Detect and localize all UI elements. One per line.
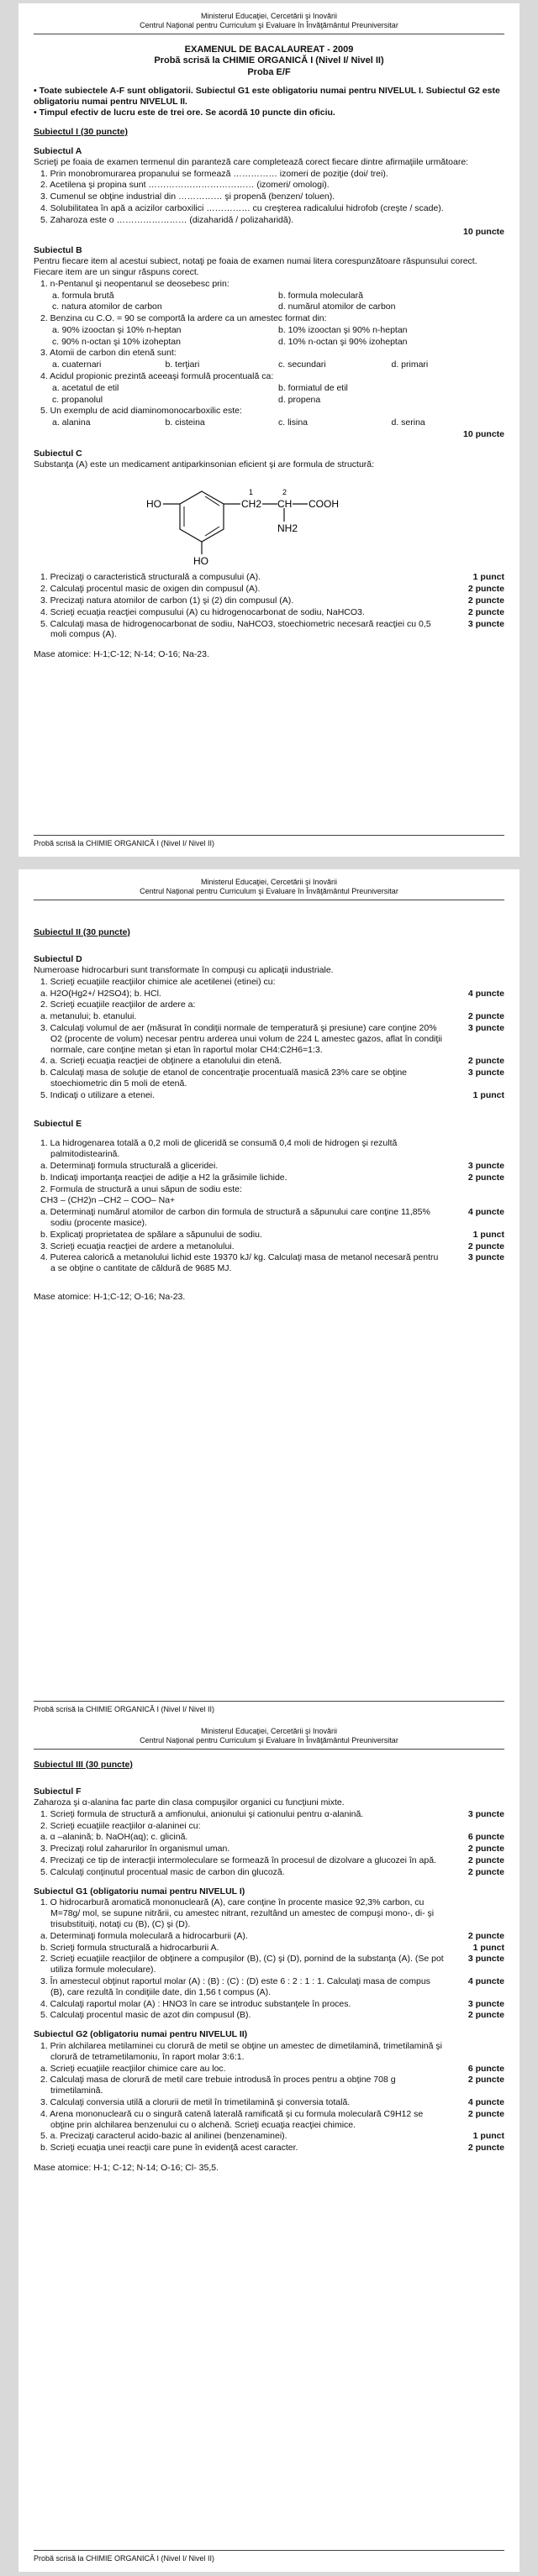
carbon-number: 2 [282, 488, 287, 497]
e-item: b. Indicaţi importanţa reacţiei de adiţie a H2 la grăsimile lichide. 2 puncte [40, 1172, 504, 1183]
ho-label: HO [146, 498, 161, 511]
cooh-label: COOH [309, 498, 339, 511]
c-item: 5. Calculaţi masa de hidrogenocarbonat de sodiu, NaHCO3, stoechiometric necesară reacţiei cu 0,5 moli compus (A). 3 puncte [40, 618, 504, 640]
subiect-G1-title: Subiectul G1 (obligatoriu numai pentru NIVELUL I) [34, 1886, 245, 1897]
atomic-masses: Mase atomice: H-1; C-12; N-14; O-16; Cl- 35,5. [34, 2163, 219, 2173]
f-item: 2. Scrieţi ecuaţiile reacţiilor α-alaninei cu: [40, 1820, 201, 1831]
subiect-B-title: Subiectul B [34, 245, 82, 256]
c-item: 3. Precizaţi natura atomilor de carbon (1) şi (2) din compusul (A). 2 puncte [40, 595, 504, 606]
b-options: c. natura atomilor de carbon d. numărul atomilor de carbon [52, 302, 396, 312]
d-item: 3. Calculaţi volumul de aer (măsurat în condiţii normale de temperatură şi presiune) care conţine 20% O2 (procente de volum) necesar pentru arderea unui volum de 224 L amestec gazos, aflat în condiţii normale, care conţine metan şi etan în raportul molar CH4:C2H6=1:3. 3 puncte [40, 1023, 504, 1055]
g1-item: 3. În amestecul obţinut raportul molar (A) : (B) : (C) : (D) este 6 : 2 : 1 : 1. Calculaţi masa de compus (B), care rezultă în condiţiile date, din 1,56 t compus (A). 4 puncte [40, 1976, 504, 1997]
g2-item: 3. Calculaţi conversia utilă a clorurii de metil în trimetilamină şi conversia totală. 4 puncte [40, 2097, 504, 2108]
nh2-label: NH2 [277, 522, 298, 535]
a-item: 4. Solubilitatea în apă a acizilor carboxilici …………… cu creşterea radicalului hidrofob (creşte / scade). [40, 202, 444, 213]
dopa-structure [134, 475, 361, 567]
f-item: 3. Precizaţi rolul zaharurilor în organismul uman. 2 puncte [40, 1844, 504, 1855]
exam-page-1 [18, 3, 520, 857]
subiect-E-title: Subiectul E [34, 1118, 82, 1129]
center-name: Centrul Naţional pentru Curriculum şi Evaluare în Învăţământul Preuniversitar [34, 21, 504, 34]
b-options: a. alanina b. cisteina c. lisina d. serina [52, 417, 425, 428]
g1-item: 2. Scrieţi ecuaţiile reacţiilor de obţinere a compuşilor (B), (C) şi (D), pornind de la substanţa (A). (Se pot utiliza formule moleculare). 3 puncte [40, 1954, 504, 1975]
subiect-F-title: Subiectul F [34, 1786, 82, 1797]
exam-page-3 [18, 1718, 520, 2572]
page-header [34, 878, 504, 900]
a-item: 1. Prin monobromurarea propanului se formează …………… izomeri de poziţie (doi/ trei). [40, 168, 388, 179]
subiect-D-title: Subiectul D [34, 954, 82, 965]
atomic-masses: Mase atomice: H-1;C-12; O-16; Na-23. [34, 1292, 186, 1303]
ministry-name: Ministerul Educaţiei, Cercetării şi Inovării [200, 12, 338, 20]
center-name: Centrul Naţional pentru Curriculum şi Evaluare în Învăţământul Preuniversitar [34, 1736, 504, 1749]
title-line-1: EXAMENUL DE BACALAUREAT - 2009 [184, 44, 354, 55]
e-item: 4. Puterea calorică a metanolului lichid este 19370 kJ/ kg. Calculaţi masa de metanol necesară pentru a se obţine o cantitate de căldură de 9685 MJ. 3 puncte [40, 1252, 504, 1274]
a-points: 10 puncte [462, 226, 504, 237]
b-options: c. propanolul d. propena [52, 394, 321, 405]
b-options: a. acetatul de etil b. formiatul de etil [52, 382, 348, 393]
b-question: 3. Atomii de carbon din etenă sunt: [40, 348, 177, 359]
ministry-name: Ministerul Educaţiei, Cercetării şi Inovării [200, 1727, 338, 1735]
d-item: 4. a. Scrieţi ecuaţia reacţiei de obţinere a etanolului din etenă. 2 puncte [40, 1056, 504, 1067]
d-item: a. metanului; b. etanului. 2 puncte [40, 1011, 504, 1022]
e-item: a. Determinaţi formula structurală a gliceridei. 3 puncte [40, 1161, 504, 1172]
f-item: a. α –alanină; b. NaOH(aq); c. glicină. 6 puncte [40, 1832, 504, 1843]
c-item: 2. Calculaţi procentul masic de oxigen din compusul (A). 2 puncte [40, 584, 504, 595]
e-item: 3. Scrieţi ecuaţia reacţiei de ardere a metanolului. 2 puncte [40, 1241, 504, 1251]
benzene-ring [180, 491, 224, 542]
f-item: 1. Scrieţi formula de structură a amfionului, anionului şi cationului pentru α-alanină. 3 puncte [40, 1808, 504, 1819]
b-options: a. formula brută b. formula moleculară [52, 290, 363, 301]
section-I-heading: Subiectul I (30 puncte) [34, 127, 129, 138]
subiect-G2-title: Subiectul G2 (obligatoriu numai pentru NIVELUL II) [34, 2029, 248, 2040]
b-question: 1. n-Pentanul şi neopentanul se deosebesc prin: [40, 278, 229, 289]
b-options: c. 90% n-octan şi 10% izoheptan d. 10% n-octan şi 90% izoheptan [52, 336, 408, 347]
g2-item: 5. a. Precizaţi caracterul acido-bazic al anilinei (benzenaminei). 1 punct [40, 2131, 504, 2142]
e-item: 1. La hidrogenarea totală a 0,2 moli de gliceridă se consumă 0,4 moli de hidrogen şi rezultă palmitodistearină. [40, 1138, 398, 1160]
rule-2: • Timpul efectiv de lucru este de trei ore. Se acordă 10 puncte din oficiu. [34, 108, 335, 118]
e-item: a. Determinaţi numărul atomilor de carbon din formula de structură a săpunului care conţine 11,85% sodiu (procente masice). 4 puncte [40, 1207, 504, 1229]
e-item: CH3 – (CH2)n –CH2 – COO– Na+ [40, 1195, 176, 1206]
e-item: 2. Formula de structură a unui săpun de sodiu este: [40, 1183, 242, 1194]
section-III-heading: Subiectul III (30 puncte) [34, 1759, 133, 1770]
title-line-2: Probă scrisă la CHIMIE ORGANICĂ I (Nivel I/ Nivel II) [154, 55, 384, 66]
rule-1: • Toate subiectele A-F sunt obligatorii. Subiectul G1 este obligatoriu numai pentru NIVELUL I. Subiectul G2 este obligatoriu numai pentru NIVELUL II. [34, 85, 500, 107]
subiect-F-intro: Zaharoza şi α-alanina fac parte din clasa compuşilor organici cu funcţiuni mixte. [34, 1797, 345, 1808]
g2-item: 1. Prin alchilarea metilaminei cu clorură de metil se obţine un amestec de dimetilamină, trimetilamină şi clorură de tetrametilamoniu, în raport molar 3:6:1. [40, 2041, 442, 2062]
b-question: 4. Acidul propionic prezintă aceeaşi formulă procentuală ca: [40, 371, 274, 382]
subiect-C-title: Subiectul C [34, 448, 82, 459]
g2-item: 4. Arena mononucleară cu o singură catenă laterală ramificată şi cu formula moleculară C9H12 se obţine prin alchilarea benzenului cu o alchenă. Scrieţi ecuaţia reacţiei chimice. 2 puncte [40, 2108, 504, 2130]
a-item: 3. Cumenul se obţine industrial din …………… şi propenă (benzen/ toluen). [40, 191, 335, 202]
page-header [34, 1727, 504, 1750]
b-options: a. cuaternari b. terţiari c. secundari d. primari [52, 359, 429, 370]
d-item: a. H2O(Hg2+/ H2SO4); b. HCl. 4 puncte [40, 988, 504, 999]
a-item: 2. Acetilena şi propina sunt ……………………………… (izomeri/ omologi). [40, 180, 330, 191]
g1-item: 5. Calculaţi procentul masic de azot din compusul (B). 2 puncte [40, 2010, 504, 2021]
carbon-number: 1 [249, 488, 254, 497]
center-name: Centrul Naţional pentru Curriculum şi Evaluare în Învăţământul Preuniversitar [34, 887, 504, 900]
subiect-A-title: Subiectul A [34, 145, 82, 156]
b-question: 2. Benzina cu C.O. = 90 se comportă la ardere ca un amestec format din: [40, 313, 327, 324]
subiect-A-intro: Scrieţi pe foaia de examen termenul din paranteză care completează corect fiecare dintre afirmaţiile următoare: [34, 156, 469, 167]
page-footer: Probă scrisă la CHIMIE ORGANICĂ I (Nivel I/ Nivel II) [34, 2550, 504, 2563]
ch-label: CH [277, 498, 293, 511]
section-II-heading: Subiectul II (30 puncte) [34, 926, 130, 937]
b-options: a. 90% izooctan şi 10% n-heptan b. 10% izooctan şi 90% n-heptan [52, 324, 408, 335]
f-item: 5. Calculaţi conţinutul procentual masic de carbon din glucoză. 2 puncte [40, 1866, 504, 1877]
subiect-D-intro: Numeroase hidrocarburi sunt transformate în compuşi cu aplicaţii industriale. [34, 965, 334, 976]
ch2-label: CH2 [241, 498, 262, 511]
page-header [34, 12, 504, 34]
g1-item: 4. Calculaţi raportul molar (A) : HNO3 în care se introduc substanţele în proces. 3 puncte [40, 1998, 504, 2009]
a-item: 5. Zaharoza este o …………………… (dizaharidă / polizaharidă). [40, 214, 294, 225]
d-item: b. Calculaţi masa de soluţie de etanol de concentraţie procentuală masică 23% care se obţine stoechiometric din 5 moli de etenă. 3 puncte [40, 1068, 504, 1089]
g1-item: a. Determinaţi formula moleculară a hidrocarburii (A). 2 puncte [40, 1930, 504, 1941]
ministry-name: Ministerul Educaţiei, Cercetării şi Inovării [200, 878, 338, 886]
g2-item: b. Scrieţi ecuaţia unei reacţii care pune în evidenţă acest caracter. 2 puncte [40, 2143, 504, 2154]
d-item: 1. Scrieţi ecuaţiile reacţiilor chimice ale acetilenei (etinei) cu: [40, 976, 276, 987]
d-item: 2. Scrieţi ecuaţiile reacţiilor de ardere a: [40, 999, 196, 1010]
e-item: b. Explicaţi proprietatea de spălare a săpunului de sodiu. 1 punct [40, 1229, 504, 1240]
exam-page-2 [18, 869, 520, 1723]
page-footer: Probă scrisă la CHIMIE ORGANICĂ I (Nivel I/ Nivel II) [34, 835, 504, 848]
f-item: 4. Precizaţi ce tip de interacţii intermoleculare se formează în procesul de dizolvare a glucozei în apă. 2 puncte [40, 1855, 504, 1866]
subiect-C-intro: Substanţa (A) este un medicament antiparkinsonian eficient şi are formula de structură: [34, 459, 375, 470]
b-points: 10 puncte [462, 429, 504, 440]
d-item: 5. Indicaţi o utilizare a etenei. 1 punct [40, 1089, 504, 1100]
ho-label: HO [193, 555, 208, 568]
g1-item: 1. O hidrocarbură aromatică mononucleară (A), care conţine în procente masice 92,3% carbon, cu M=78g/ mol, se supune nitrării, cu amestec nitrant, rezultând un amestec de compuşi mono-, di- şi trisubstituiţi, notaţi cu (B), (C) şi (D). [40, 1897, 435, 1930]
c-item: 4. Scrieţi ecuaţia reacţiei compusului (A) cu hidrogenocarbonat de sodiu, NaHCO3. 2 puncte [40, 606, 504, 617]
g2-item: a. Scrieţi ecuaţiile reacţiilor chimice care au loc. 6 puncte [40, 2063, 504, 2074]
c-item: 1. Precizaţi o caracteristică structurală a compusului (A). 1 punct [40, 572, 504, 583]
page-footer: Probă scrisă la CHIMIE ORGANICĂ I (Nivel I/ Nivel II) [34, 1701, 504, 1714]
b-question: 5. Un exemplu de acid diaminomonocarboxilic este: [40, 406, 242, 417]
subiect-B-intro: Pentru fiecare item al acestui subiect, notaţi pe foaia de examen numai litera corespunzătoare răspunsului corect. Fiecare item are un singur răspuns corect. [34, 256, 477, 277]
ring-double-bond [205, 527, 219, 536]
g1-item: b. Scrieţi formula structurală a hidrocarburii A. 1 punct [40, 1942, 504, 1953]
exam-title [34, 45, 504, 79]
title-line-3: Proba E/F [247, 67, 291, 77]
g2-item: 2. Calculaţi masa de clorură de metil care trebuie introdusă în proces pentru a obţine 708 g trimetilamină. 2 puncte [40, 2075, 504, 2096]
atomic-masses: Mase atomice: H-1;C-12; N-14; O-16; Na-23. [34, 649, 209, 660]
